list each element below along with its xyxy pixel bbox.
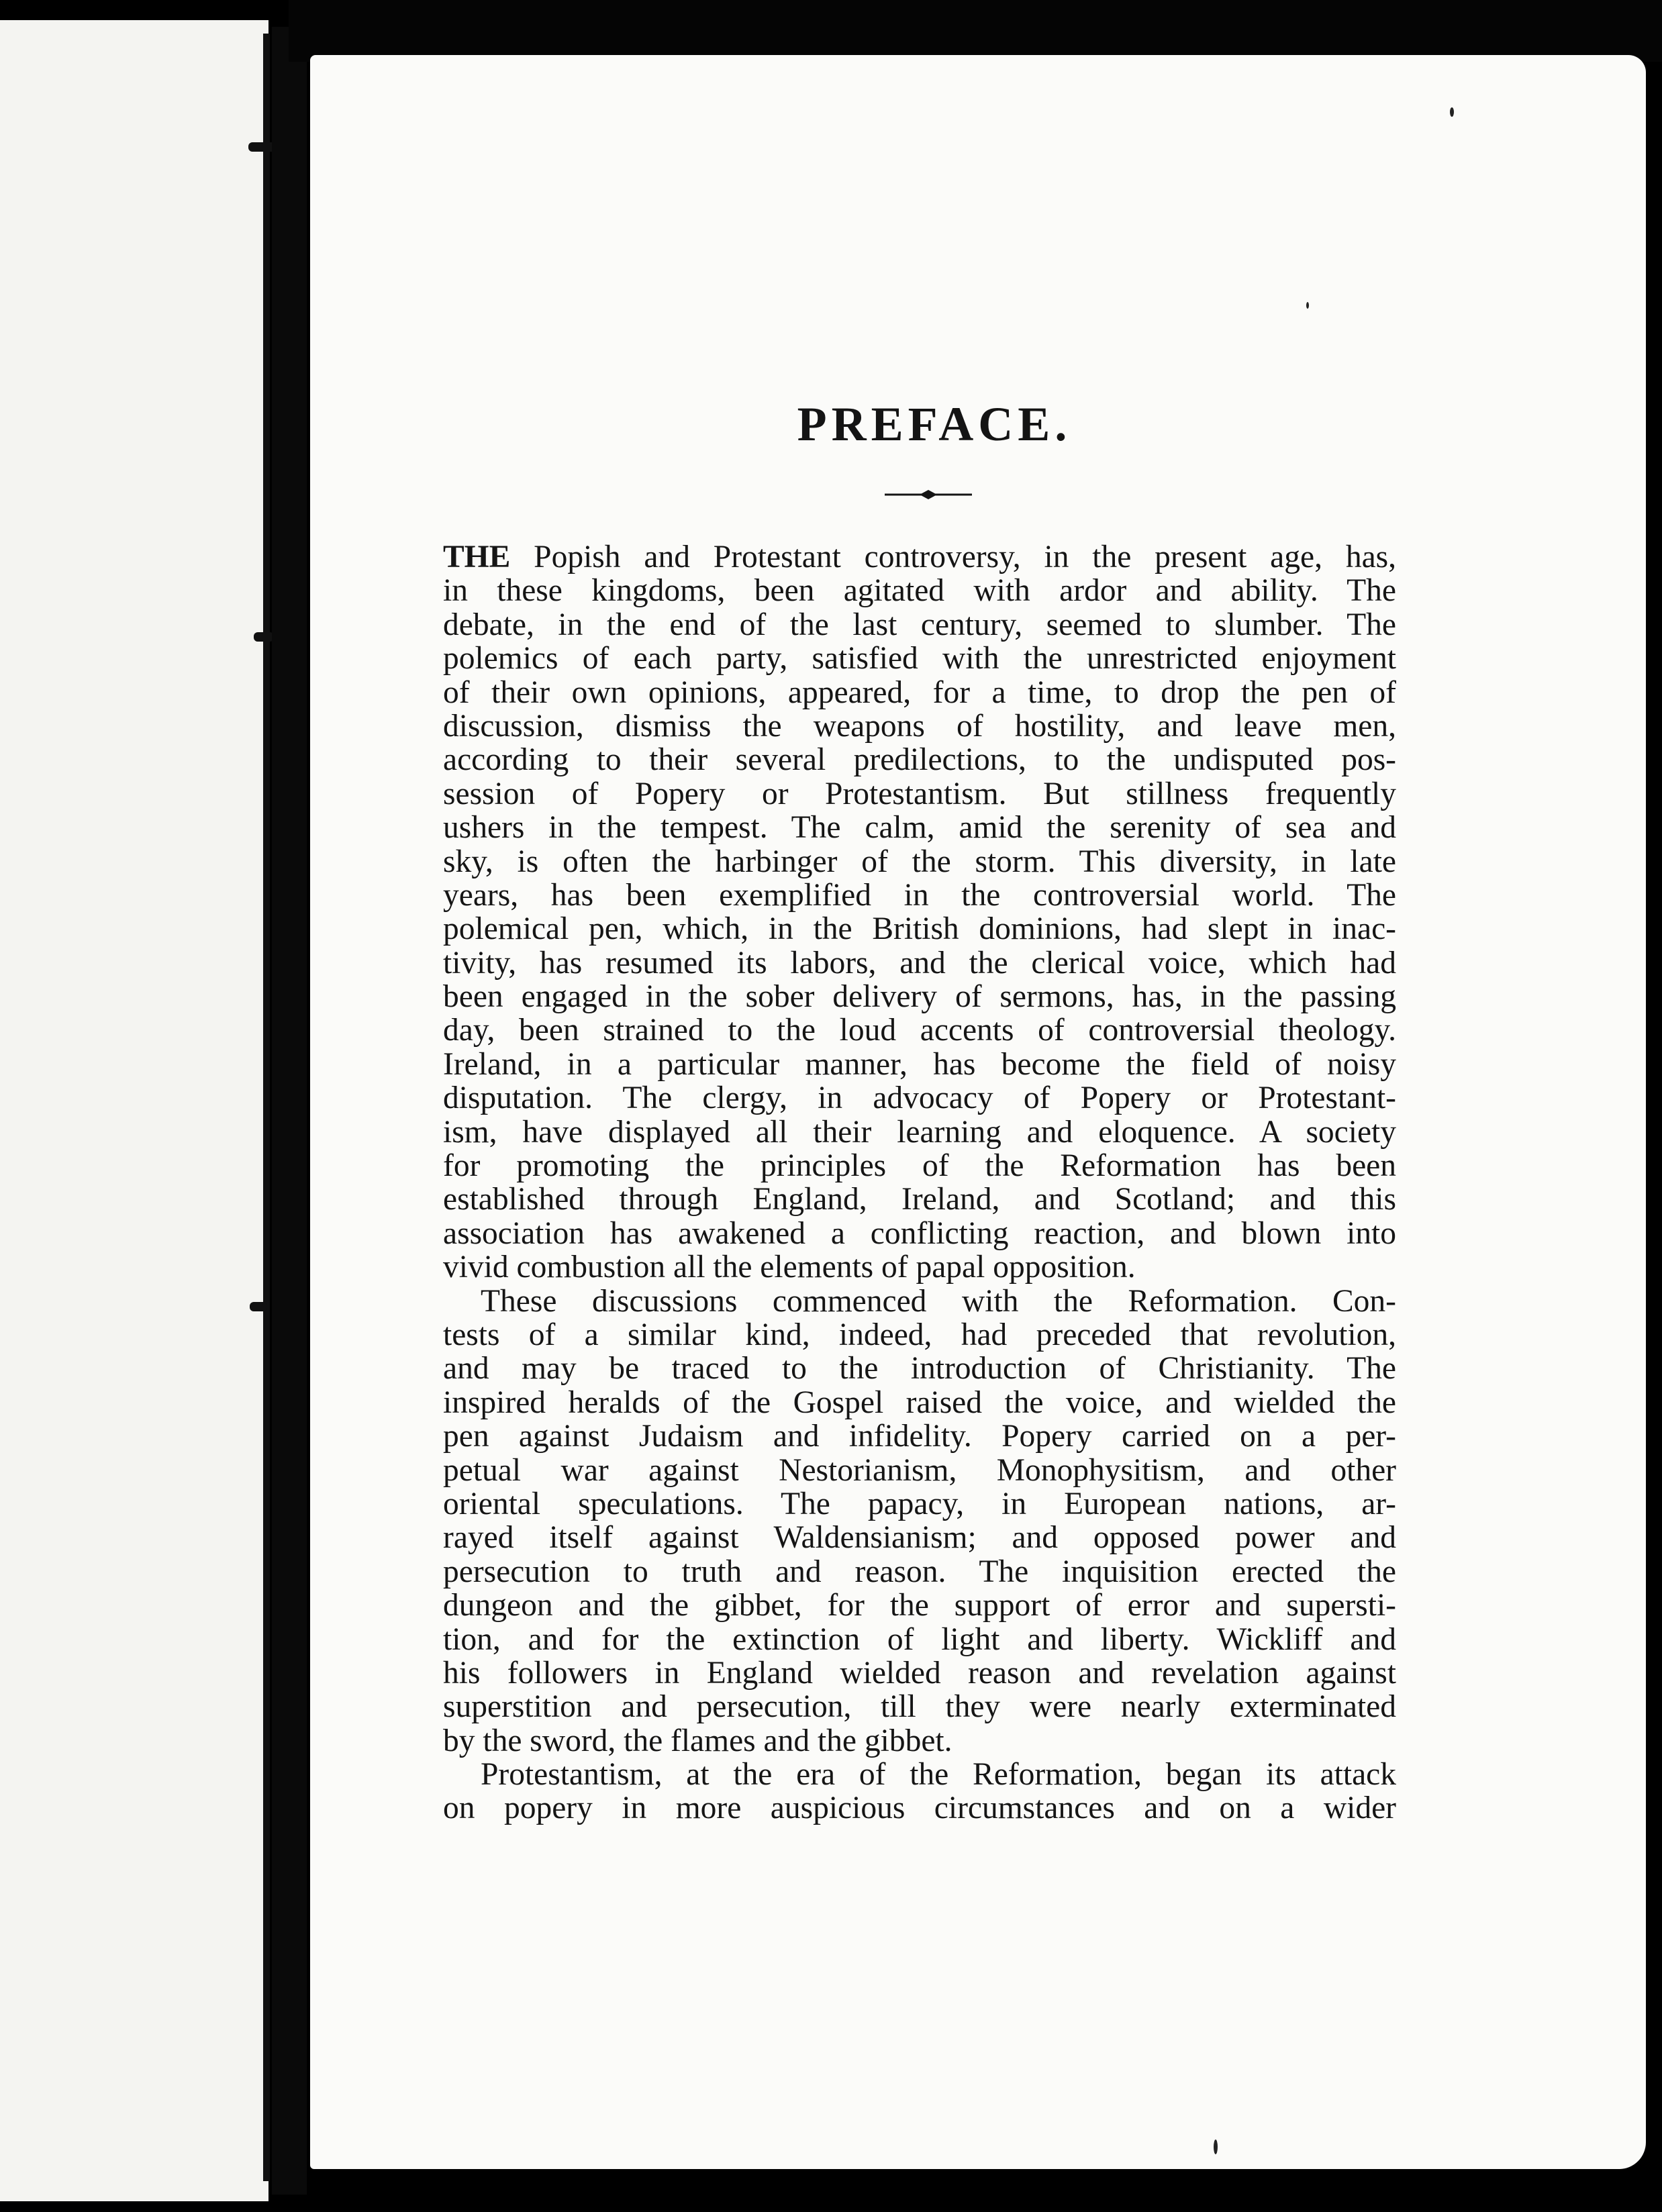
binding-mark [250,1302,267,1311]
text-line: day, been strained to the loud accents of controversial theology. [443,1013,1396,1048]
binding-mark [254,632,274,642]
text-line: rayed itself against Waldensianism; and opposed power and [443,1520,1396,1556]
text-line: on popery in more auspicious circumstances and on a wider [443,1791,1396,1826]
text-line: in these kingdoms, been agitated with ardor and ability. The [443,573,1396,609]
page-title: PREFACE. [797,397,1072,451]
text-line: by the sword, the flames and the gibbet. [443,1723,952,1758]
paragraph [443,1758,1396,1825]
text-line: pen against Judaism and infidelity. Popery carried on a per- [443,1419,1396,1454]
text-line: debate, in the end of the last century, seemed to slumber. The [443,607,1396,642]
text-line: Protestantism, at the era of the Reformation, began its attack [481,1757,1396,1793]
text-line: association has awakened a conflicting reaction, and blown into [443,1215,1396,1251]
text-line: discussion, dismiss the weapons of hostility, and leave men, [443,708,1396,744]
text-line: his followers in England wielded reason and revelation against [443,1655,1396,1691]
text-line-rest: Popish and Protestant controversy, in the present age, has, [534,540,1397,574]
text-line: ushers in the tempest. The calm, amid the serenity of sea and [443,810,1396,846]
paragraph [443,1285,1396,1758]
text-line: according to their several predilections, to the undisputed pos- [443,742,1396,778]
text-line: petual war against Nestorianism, Monophysitism, and other [443,1452,1396,1488]
paragraph [443,540,1396,1285]
text-line: These discussions commenced with the Reformation. Con- [481,1283,1396,1319]
text-line: vivid combustion all the elements of papal opposition. [443,1250,1136,1285]
text-line: superstition and persecution, till they were nearly exterminated [443,1689,1396,1725]
text-line: tivity, has resumed its labors, and the clerical voice, which had [443,945,1396,981]
text-line: years, has been exemplified in the controversial world. The [443,877,1396,913]
rule-ornament-icon [885,488,972,501]
text-line: inspired heralds of the Gospel raised the voice, and wielded the [443,1385,1396,1420]
text-line: been engaged in the sober delivery of sermons, has, in the passing [443,979,1396,1015]
drop-word: THE [443,540,511,574]
text-line: polemics of each party, satisfied with the unrestricted enjoyment [443,641,1396,676]
preface-body [443,540,1396,1825]
text-line: Ireland, in a particular manner, has become the field of noisy [443,1046,1396,1082]
text-line: persecution to truth and reason. The inquisition erected the [443,1554,1396,1589]
text-line: disputation. The clergy, in advocacy of Popery or Protestant- [443,1080,1396,1116]
text-line: for promoting the principles of the Reformation has been [443,1148,1396,1184]
text-line: established through England, Ireland, and Scotland; and this [443,1182,1396,1217]
page-edge-shadow [272,27,307,2195]
text-line: session of Popery or Protestantism. But stillness frequently [443,776,1396,811]
scan-border [289,0,1662,62]
scan-speck [1450,107,1454,117]
binding-gutter [263,34,270,2181]
scan-speck [1306,302,1309,309]
text-line: dungeon and the gibbet, for the support of error and supersti- [443,1588,1396,1623]
text-line: tion, and for the extinction of light and liberty. Wickliff and [443,1621,1396,1657]
text-line [443,540,1396,574]
scan-speck [1214,2140,1218,2154]
text-line: sky, is often the harbinger of the storm. This diversity, in late [443,844,1396,879]
text-line: oriental speculations. The papacy, in European nations, ar- [443,1486,1396,1521]
text-line: of their own opinions, appeared, for a time, to drop the pen of [443,674,1396,710]
text-line: tests of a similar kind, indeed, had preceded that revolution, [443,1317,1396,1352]
facing-page-edge [0,20,268,2201]
text-line: and may be traced to the introduction of Christianity. The [443,1351,1396,1387]
text-line: polemical pen, which, in the British dominions, had slept in inac- [443,911,1396,947]
text-line: ism, have displayed all their learning and eloquence. A society [443,1114,1396,1150]
